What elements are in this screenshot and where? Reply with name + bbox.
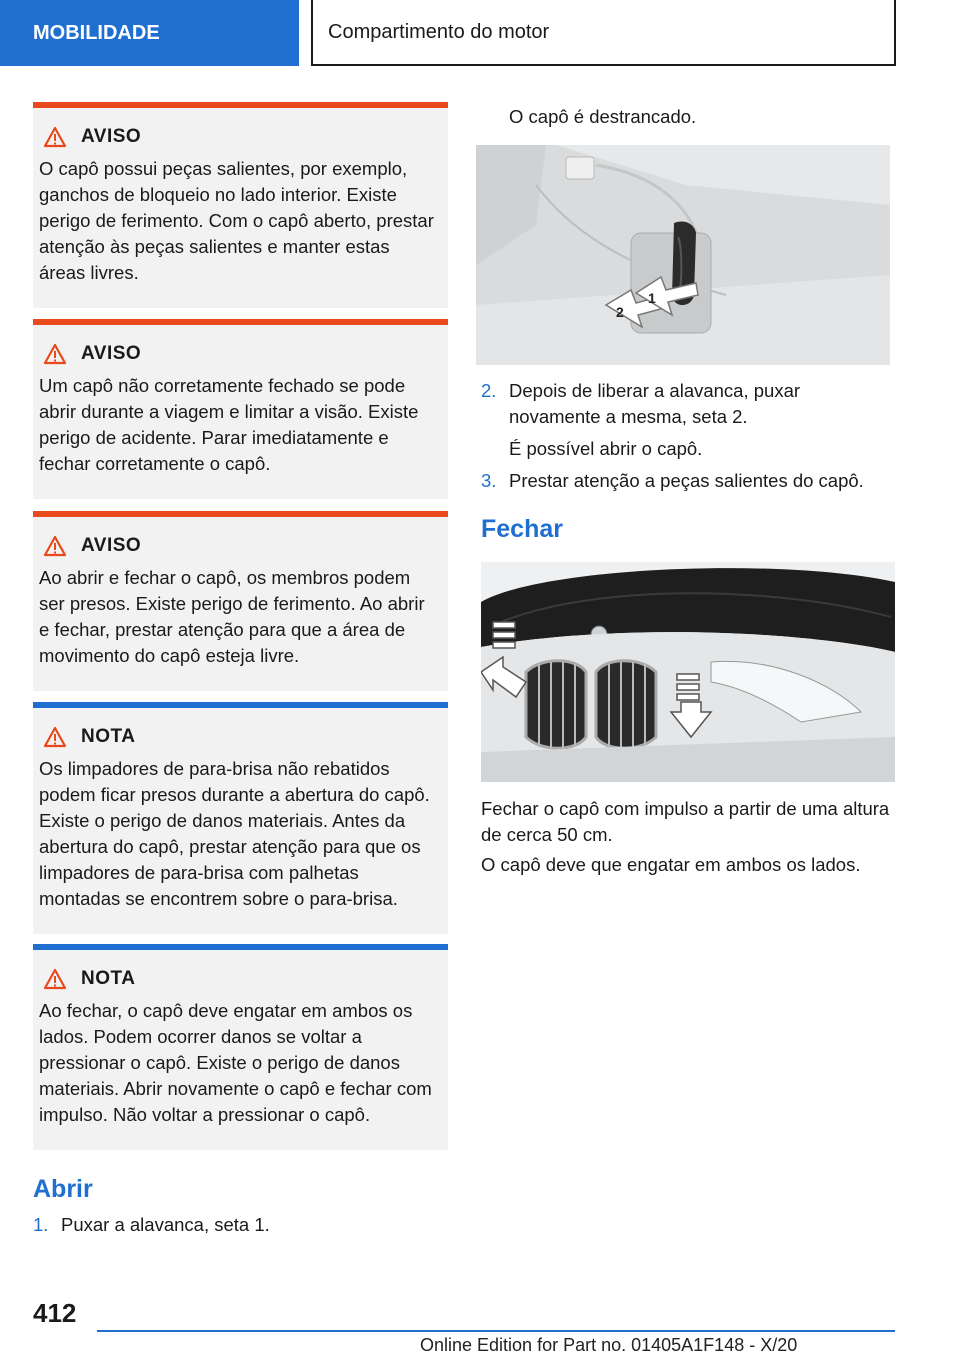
warning-triangle-icon [43, 126, 67, 148]
step-1-result: O capô é destrancado. [509, 106, 697, 127]
warning-text-1: O capô possui peças salientes, por exemplo, ganchos de bloqueio no lado interior. Existe perigo de ferimento. Com o capô aberto, prestar atenção às peças salientes e manter estas áreas livres. [39, 158, 434, 283]
note-title-2 [43, 968, 436, 990]
warning-text-2: Um capô não corretamente fechado se pode abrir durante a viagem e limitar a visão. Existe perigo de acidente. Parar imediatamente e fechar corretamente o capô. [39, 375, 419, 474]
note-text-1: Os limpadores de para-brisa não rebatidos podem ficar presos durante a abertura do capô. Existe o perigo de danos materiais. Antes da abertura do capô, prestar atenção para que os limpadores de para-brisa com palhetas montadas se encontrem sobre o para-brisa. [39, 758, 430, 909]
heading-fechar: Fechar [481, 515, 563, 543]
warning-box-2 [33, 319, 448, 499]
warning-label: AVISO [81, 535, 142, 556]
note-title-1 [43, 726, 436, 748]
warning-label: AVISO [81, 343, 142, 364]
chapter-title: Compartimento do motor [328, 20, 550, 43]
step-number: 3. [481, 470, 497, 491]
warning-text-3: Ao abrir e fechar o capô, os membros podem ser presos. Existe perigo de ferimento. Ao abrir e fechar, prestar atenção para que a área de movimento do capô esteja livre. [39, 567, 425, 666]
step-3 [481, 468, 891, 494]
step-number: 2. [481, 380, 497, 401]
note-text-2: Ao fechar, o capô deve engatar em ambos os lados. Podem ocorrer danos se voltar a pressionar o capô. Existe o perigo de danos materiais. Abrir novamente o capô e fechar com impulso. Não voltar a pressionar o capô. [39, 1000, 432, 1125]
note-label: NOTA [81, 968, 136, 989]
warning-triangle-icon [43, 343, 67, 365]
warning-triangle-icon [43, 968, 67, 990]
close-paragraph-1: Fechar o capô com impulso a partir de uma altura de cerca 50 cm. [481, 798, 890, 845]
note-label: NOTA [81, 726, 136, 747]
warning-label: AVISO [81, 126, 142, 147]
warning-box-3 [33, 511, 448, 691]
note-box-1 [33, 702, 448, 934]
hood-release-lever-illustration [476, 145, 890, 365]
note-box-2 [33, 944, 448, 1150]
footer-edition: Online Edition for Part no. 01405A1F148 - X/20 [420, 1335, 798, 1355]
warning-box-1 [33, 102, 448, 308]
warning-title-3 [43, 535, 436, 557]
close-paragraph-2: O capô deve que engatar em ambos os lados. [481, 854, 861, 875]
svg-text:2: 2 [616, 304, 624, 320]
car-front-hood-illustration [481, 562, 895, 782]
section-label: MOBILIDADE [33, 21, 160, 44]
step-2-result: É possível abrir o capô. [509, 438, 703, 459]
step-text: Depois de liberar a alavanca, puxar novamente a mesma, seta 2. [509, 380, 801, 427]
hood-closing-image [481, 562, 895, 782]
heading-abrir: Abrir [33, 1175, 93, 1203]
warning-title-2 [43, 343, 436, 365]
step-text: Puxar a alavanca, seta 1. [61, 1214, 270, 1235]
hood-release-lever-image [476, 145, 890, 365]
section-tab [0, 0, 299, 66]
warning-triangle-icon [43, 726, 67, 748]
svg-text:1: 1 [648, 290, 656, 306]
warning-title-1 [43, 126, 436, 148]
step-1 [33, 1212, 448, 1238]
page-number: 412 [33, 1298, 77, 1328]
warning-triangle-icon [43, 535, 67, 557]
step-2 [481, 378, 891, 430]
footer-rule [97, 1330, 895, 1332]
step-number: 1. [33, 1214, 49, 1235]
chapter-title-box [311, 0, 896, 66]
step-text: Prestar atenção a peças salientes do capô. [509, 470, 864, 491]
